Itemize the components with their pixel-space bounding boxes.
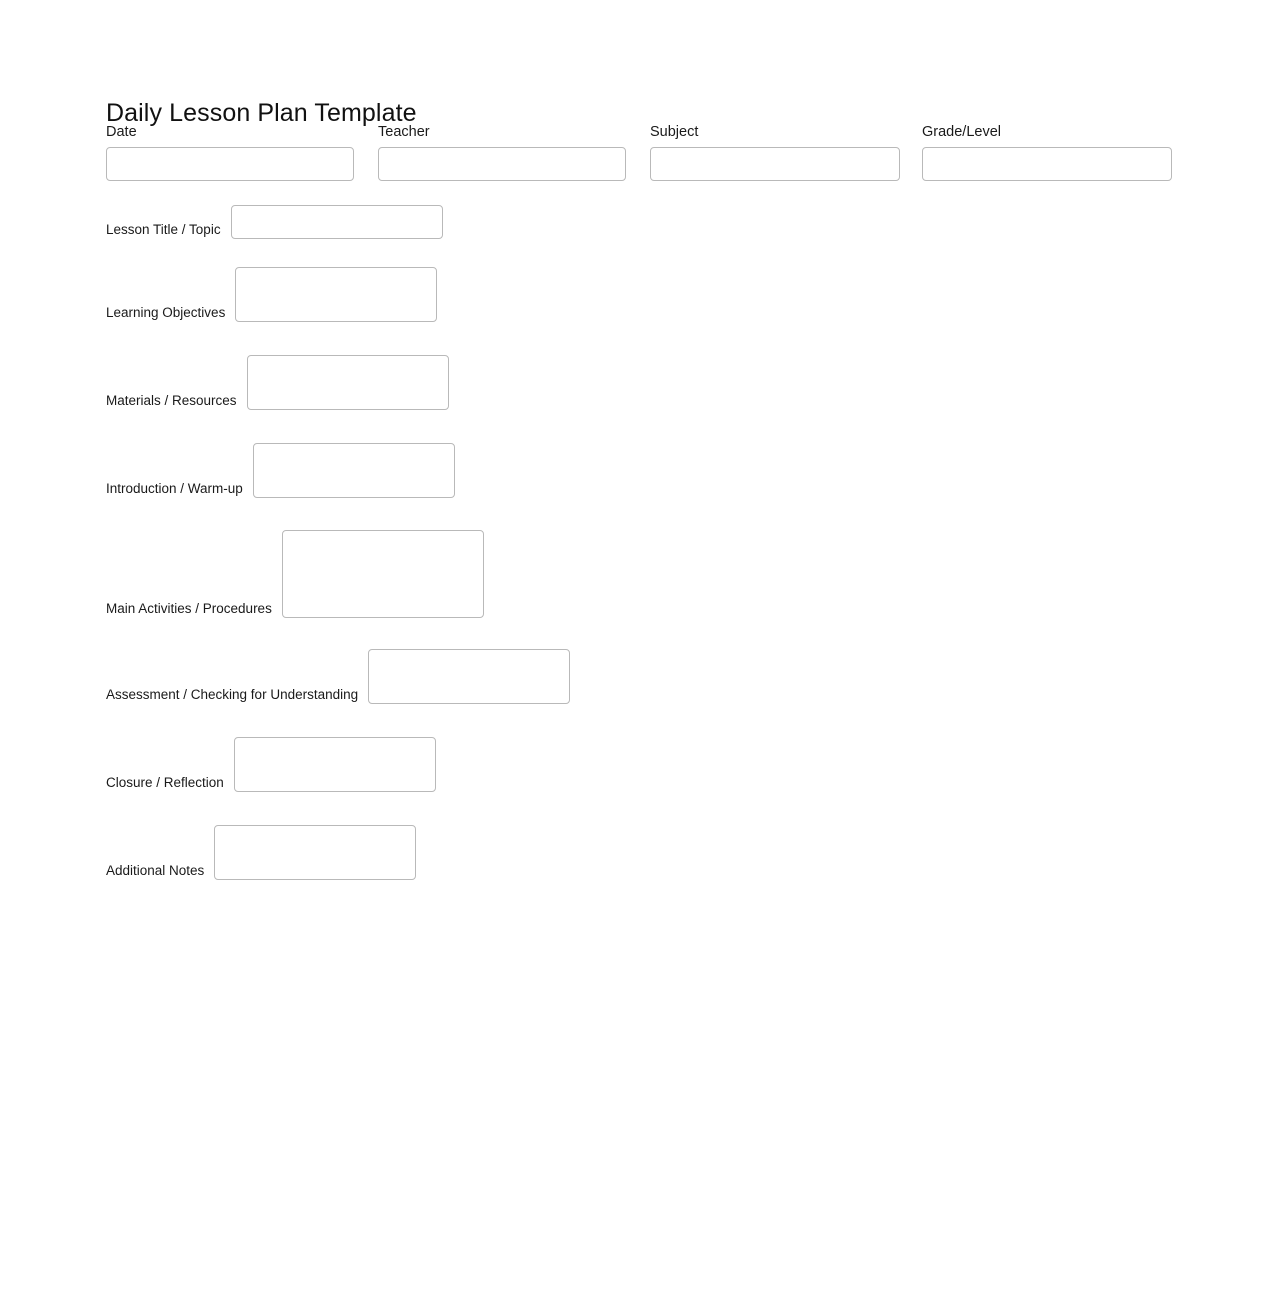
subject-input[interactable] [650,147,900,181]
field-additional-notes [106,825,416,880]
field-main-activities-label: Main Activities / Procedures [106,600,272,616]
field-learning-objectives-label: Learning Objectives [106,304,226,320]
field-grade-level-label: Grade/Level [922,124,1001,140]
field-additional-notes-label: Additional Notes [106,862,205,878]
field-introduction-warmup-label: Introduction / Warm-up [106,480,243,496]
assessment-input[interactable] [368,649,570,704]
grade-level-input[interactable] [922,147,1172,181]
field-teacher-label: Teacher [378,124,430,140]
field-date [106,124,354,181]
field-grade-level [922,124,1172,181]
field-learning-objectives [106,267,437,322]
teacher-input[interactable] [378,147,626,181]
page-title: Daily Lesson Plan Template [106,98,417,127]
field-subject [650,124,900,181]
field-closure-reflection-label: Closure / Reflection [106,774,224,790]
learning-objectives-input[interactable] [235,267,437,322]
materials-resources-input[interactable] [247,355,449,410]
additional-notes-input[interactable] [214,825,416,880]
closure-reflection-input[interactable] [234,737,436,792]
field-assessment [106,649,570,704]
field-teacher [378,124,626,181]
field-assessment-label: Assessment / Checking for Understanding [106,686,359,702]
field-lesson-title-label: Lesson Title / Topic [106,221,221,237]
field-closure-reflection [106,737,436,792]
date-input[interactable] [106,147,354,181]
lesson-title-input[interactable] [231,205,443,239]
field-subject-label: Subject [650,124,699,140]
field-lesson-title [106,205,443,239]
field-date-label: Date [106,124,137,140]
field-materials-resources [106,355,449,410]
main-activities-input[interactable] [282,530,484,618]
field-materials-resources-label: Materials / Resources [106,392,237,408]
field-main-activities [106,530,484,618]
introduction-warmup-input[interactable] [253,443,455,498]
field-introduction-warmup [106,443,455,498]
